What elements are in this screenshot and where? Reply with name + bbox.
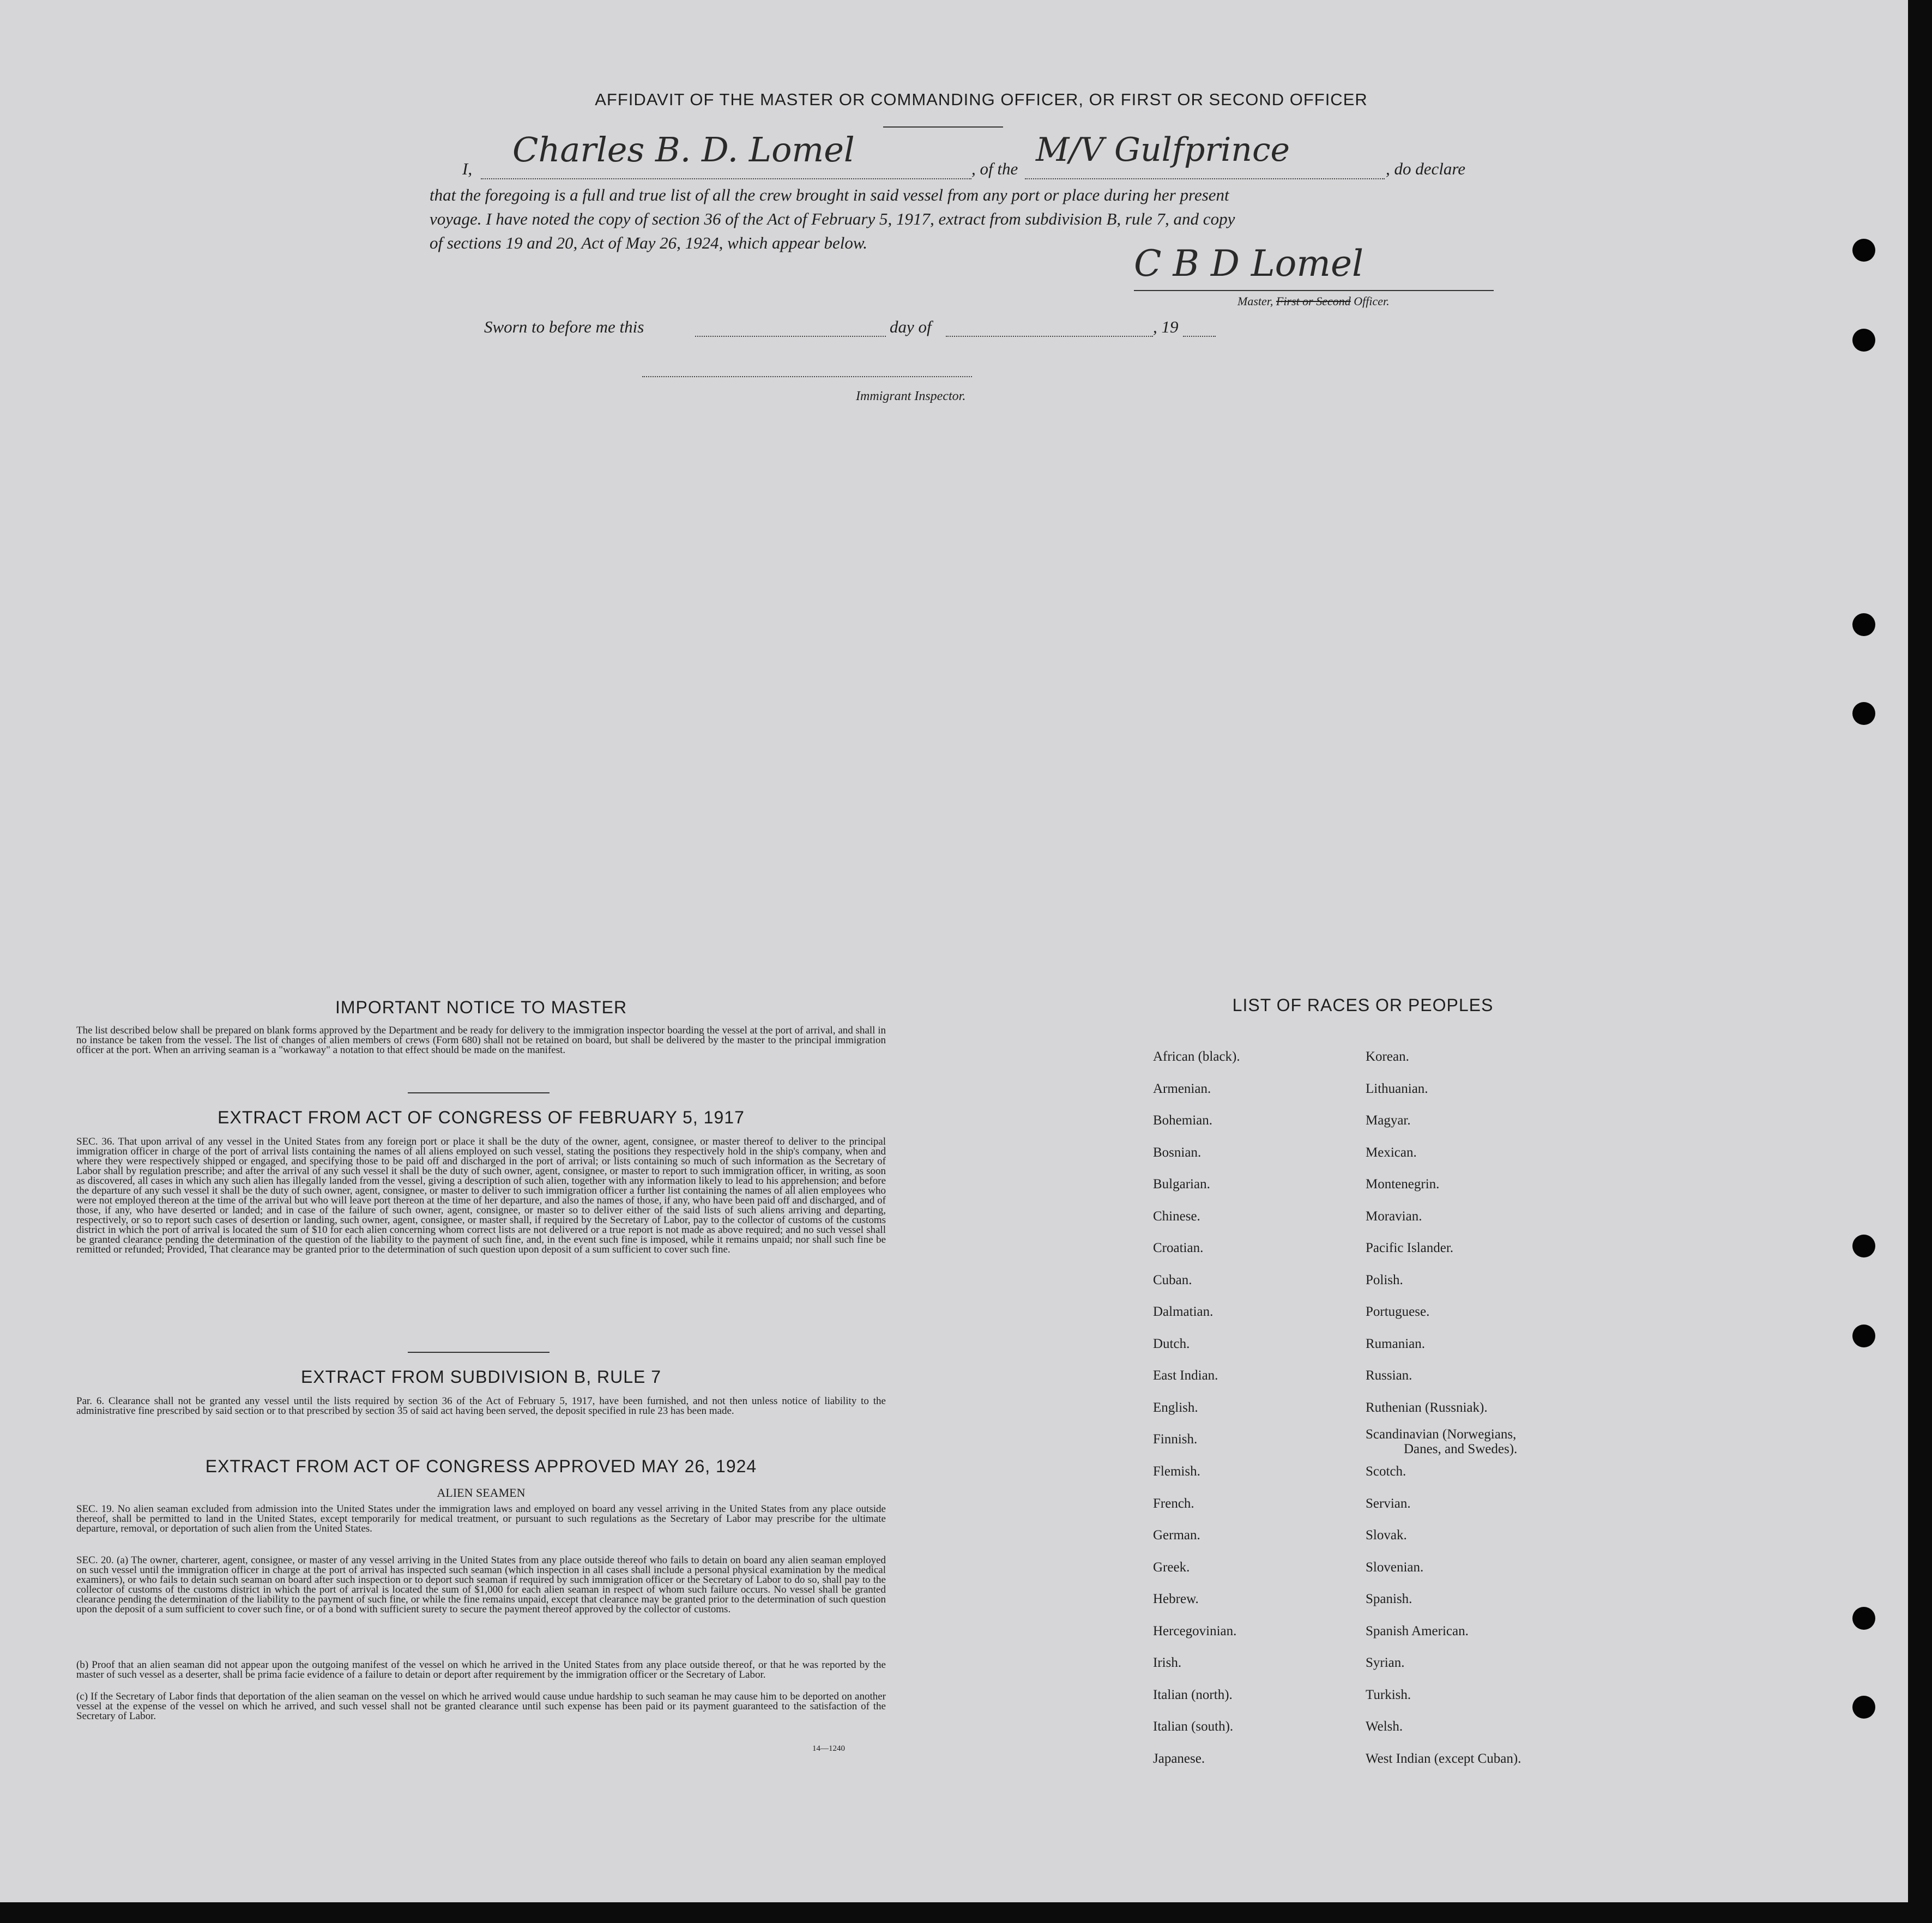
race-item: Bohemian. (1153, 1113, 1213, 1128)
race-item: Mexican. (1366, 1145, 1417, 1160)
race-item: Montenegrin. (1366, 1177, 1440, 1192)
extract-1924-subheading: ALIEN SEAMEN (437, 1486, 526, 1499)
of-the-label: , of the (971, 159, 1018, 178)
master-name-handwritten: Charles B. D. Lomel (512, 130, 855, 170)
vessel-line (1025, 178, 1385, 179)
signature-caption (1237, 294, 1390, 309)
race-item: Spanish American. (1366, 1624, 1469, 1638)
race-item: Japanese. (1153, 1751, 1205, 1766)
extract-1924-sec20a: SEC. 20. (a) The owner, charterer, agent, consignee, or master of any vessel arriving in the United States from any place outside thereof who fails to detain on board any alien seaman employed on such vessel until the immigration officer in charge at the port of arrival has inspected such seaman (which inspection in all cases shall include a personal physical examination by the medical examiners), or who fails to detain such seaman on board after such inspection or to deport such seaman if required by such immigration officer or the Secretary of Labor to do so, shall pay to the collector of customs of the customs district in which the port of arrival is located the sum of $1,000 for each alien seaman in respect of whom such failure occurs. No vessel shall be granted clearance pending the determination of the liability to the payment of such fine, or while the fine remains unpaid, except that clearance may be granted prior to the determination of such question upon the deposit of a sum sufficient to cover such fine, or of a bond with sufficient surety to secure the payment thereof approved by the collector of customs. (76, 1555, 886, 1615)
inspector-caption: Immigrant Inspector. (856, 389, 966, 403)
i-label: I, (462, 159, 473, 178)
master-signature: C B D Lomel (1134, 243, 1364, 285)
punch-hole (1852, 613, 1875, 636)
signature-line (1134, 290, 1494, 291)
signature-caption-master: Master, (1237, 294, 1273, 308)
extract-1917-text: SEC. 36. That upon arrival of any vessel in the United States from any foreign port or place it shall be the duty of the owner, agent, consignee, or master thereof to deliver to the principal immigration officer in charge of the port of arrival lists containing the names of all aliens employed on such vessel, stating the positions they respectively hold in the ship's company, when and where they were respectively shipped or engaged, and specifying those to be paid off and discharged in the port of arrival; or lists containing so much of such information as the Secretary of Labor shall by regulation prescribe; and after the arrival of any such vessel it shall be the duty of such owner, agent, consignee, or master to report to such immigration officer, in writing, as soon as discovered, all cases in which any such alien has illegally landed from the vessel, giving a description of such alien, together with any information likely to lead to his apprehension; and before the departure of any such vessel it shall be the duty of such owner, agent, consignee, or master to deliver to such immigration officer a further list containing the names of all alien employees who were not employed thereon at the time of the arrival but who will leave port thereon at the time of her departure, and also the names of those, if any, who have been paid off and discharged, and of those, if any, who have deserted or landed; and in case of the failure of such owner, agent, consignee, or master so to deliver either of the said lists of such aliens arriving and departing, respectively, or so to report such cases of desertion or landing, such owner, agent, consignee, or master shall, if required by the Secretary of Labor, pay to the collector of customs of the customs district in which the port of arrival is located the sum of $10 for each alien concerning whom correct lists are not delivered or a true report is not made as above required; and no such vessel shall be granted clearance pending the determination of the question of the liability to the payment of such fine, and, in the event such fine is imposed, while it remains unpaid; nor shall such fine be remitted or refunded; Provided, That clearance may be granted prior to the determination of such question upon deposit of a sum sufficient to cover such fine. (76, 1136, 886, 1255)
title-divider (883, 126, 1003, 128)
declaration-line-2: that the foregoing is a full and true list of all the crew brought in said vessel from any port or place during her present (430, 185, 1229, 204)
races-heading: LIST OF RACES OR PEOPLES (1232, 995, 1494, 1015)
race-item: Pacific Islander. (1366, 1241, 1454, 1255)
race-item: French. (1153, 1496, 1194, 1511)
race-item: Spanish. (1366, 1592, 1412, 1606)
signature-caption-officer: Officer. (1354, 294, 1390, 308)
extract-1917-heading: EXTRACT FROM ACT OF CONGRESS OF FEBRUARY 5, 1917 (218, 1108, 745, 1127)
notice-heading: IMPORTANT NOTICE TO MASTER (335, 997, 627, 1017)
punch-hole (1852, 1235, 1875, 1257)
race-item: Slovak. (1366, 1528, 1407, 1543)
notice-text: The list described below shall be prepared on blank forms approved by the Department and be ready for delivery to the immigration inspector boarding the vessel at the port of arrival, and shall in no instance be taken from the vessel. The list of changes of alien members of crews (Form 680) shall not be retained on board, but shall be delivered by the master to the principal immigration officer at the port. When an arriving seaman is a "workaway" a notation to that effect should be made on the manifest. (76, 1025, 886, 1056)
race-item: West Indian (except Cuban). (1366, 1751, 1522, 1766)
race-item: Magyar. (1366, 1113, 1411, 1128)
race-item: Scandinavian (Norwegians, (1366, 1427, 1517, 1442)
race-item: Hebrew. (1153, 1592, 1199, 1606)
form-number: 14—1240 (812, 1744, 845, 1753)
race-item: Polish. (1366, 1273, 1403, 1287)
race-item-continuation: Danes, and Swedes). (1404, 1442, 1518, 1456)
extract-1924-sec20c: (c) If the Secretary of Labor finds that deportation of the alien seaman on the vessel on which he arrived would cause undue hardship to such seaman he may cause him to be deported on another vessel at the expense of the vessel on which he arrived, and such vessel shall not be granted clearance until such expense has been paid or its payment guaranteed to the satisfaction of the Secretary of Labor. (76, 1691, 886, 1722)
day-of-label: day of (890, 317, 932, 336)
race-item: Italian (south). (1153, 1719, 1234, 1734)
race-item: Dalmatian. (1153, 1304, 1213, 1319)
race-item: Scotch. (1366, 1464, 1406, 1479)
inspector-signature-line (642, 376, 972, 377)
affidavit-title: AFFIDAVIT OF THE MASTER OR COMMANDING OFFICER, OR FIRST OR SECOND OFFICER (595, 90, 1368, 109)
race-item: Dutch. (1153, 1337, 1190, 1351)
punch-hole (1852, 1607, 1875, 1630)
race-item: African (black). (1153, 1049, 1240, 1064)
signature-caption-struck: First or Second (1276, 294, 1351, 308)
race-item: Welsh. (1366, 1719, 1403, 1734)
extract-1924-sec19: SEC. 19. No alien seaman excluded from admission into the United States under the immigration laws and employed on board any vessel arriving in the United States from any place outside thereof, shall be permitted to land in the United States, except temporarily for medical treatment, or pursuant to such regulations as the Secretary of Labor may prescribe for the ultimate departure, removal, or deportation of such alien from the United States. (76, 1503, 886, 1534)
race-item: Hercegovinian. (1153, 1624, 1237, 1638)
race-item: Croatian. (1153, 1241, 1204, 1255)
sworn-day-line (695, 336, 886, 337)
race-item: Rumanian. (1366, 1337, 1426, 1351)
race-item: Bosnian. (1153, 1145, 1202, 1160)
punch-hole (1852, 1325, 1875, 1347)
rule7-text: Par. 6. Clearance shall not be granted any vessel until the lists required by section 36 of the Act of February 5, 1917, have been furnished, and not then unless notice of liability to the administrative fine prescribed by said section or to that prescribed by section 35 of said act having been served, the deposit specified in rule 23 has been made. (76, 1395, 886, 1417)
race-item: Slovenian. (1366, 1560, 1424, 1575)
race-item: Cuban. (1153, 1273, 1192, 1287)
extract-1917-divider (408, 1352, 550, 1353)
sworn-year-line (1183, 336, 1216, 337)
race-item: Armenian. (1153, 1081, 1211, 1096)
punch-hole (1852, 239, 1875, 262)
race-item: Portuguese. (1366, 1304, 1430, 1319)
race-item: Irish. (1153, 1655, 1182, 1670)
vessel-handwritten: M/V Gulfprince (1036, 131, 1290, 169)
race-item: Greek. (1153, 1560, 1190, 1575)
race-item: German. (1153, 1528, 1200, 1543)
notice-divider (408, 1092, 550, 1093)
race-item: Korean. (1366, 1049, 1409, 1064)
do-declare-label: , do declare (1386, 159, 1466, 178)
extract-1924-heading: EXTRACT FROM ACT OF CONGRESS APPROVED MAY 26, 1924 (205, 1456, 757, 1476)
punch-hole (1852, 702, 1875, 725)
declaration-line-4: of sections 19 and 20, Act of May 26, 1924, which appear below. (430, 233, 868, 252)
race-item: Russian. (1366, 1368, 1412, 1383)
race-item: Bulgarian. (1153, 1177, 1210, 1192)
race-item: East Indian. (1153, 1368, 1218, 1383)
race-item: Servian. (1366, 1496, 1411, 1511)
race-item: Moravian. (1366, 1209, 1422, 1224)
sworn-month-line (946, 336, 1153, 337)
year-prefix: , 19 (1153, 317, 1179, 336)
race-item: English. (1153, 1400, 1198, 1415)
race-item: Syrian. (1366, 1655, 1405, 1670)
race-item: Turkish. (1366, 1688, 1411, 1702)
extract-1924-sec20b: (b) Proof that an alien seaman did not appear upon the outgoing manifest of the vessel on which he arrived in the United States from any place outside thereof, or that he was reported by the master of such vessel as a deserter, shall be prima facie evidence of a failure to detain or deport after requirement by the immigration officer or the Secretary of Labor. (76, 1659, 886, 1680)
declaration-line-3: voyage. I have noted the copy of section 36 of the Act of February 5, 1917, extract from subdivision B, rule 7, and copy (430, 209, 1235, 228)
master-name-line (481, 178, 971, 179)
rule7-heading: EXTRACT FROM SUBDIVISION B, RULE 7 (300, 1367, 662, 1387)
punch-hole (1852, 329, 1875, 352)
race-item: Finnish. (1153, 1432, 1198, 1447)
race-item: Ruthenian (Russniak). (1366, 1400, 1488, 1415)
race-item: Chinese. (1153, 1209, 1200, 1224)
race-item: Lithuanian. (1366, 1081, 1428, 1096)
race-item: Italian (north). (1153, 1688, 1233, 1702)
punch-hole (1852, 1696, 1875, 1719)
sworn-label: Sworn to before me this (484, 317, 644, 336)
race-item: Flemish. (1153, 1464, 1200, 1479)
